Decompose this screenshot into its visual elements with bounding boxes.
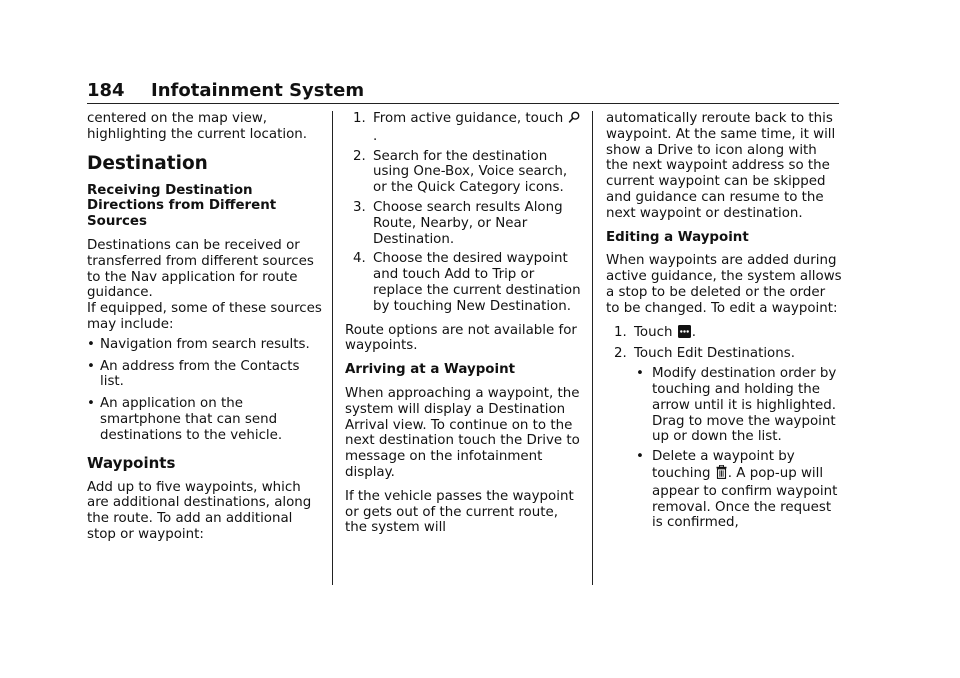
reroute-paragraph: automatically reroute back to this waypoint. At the same time, it will show a Drive to icon along with the next waypoint address so the current waypoint can be skipped and guidance can resume to the next waypoint or destination. <box>606 111 836 221</box>
list-item: • Navigation from search results. <box>87 337 323 353</box>
edit-options-list <box>634 366 842 531</box>
list-item: 3. Choose search results Along Route, Nearby, or Near Destination. <box>353 199 563 247</box>
search-icon <box>568 111 580 129</box>
header-rule <box>87 103 839 104</box>
column-1 <box>87 111 323 551</box>
route-options-paragraph: Route options are not available for waypoints. <box>345 322 577 354</box>
heading-arriving: Arriving at a Waypoint <box>345 362 516 378</box>
more-options-icon <box>678 325 691 343</box>
editing-paragraph: When waypoints are added during active guidance, the system allows a stop to be deleted or the order to be changed. To edit a waypoint: <box>606 253 842 316</box>
arriving-paragraph: When approaching a waypoint, the system will display a Destination Arrival view. To continue on to the next destination touch the Drive to message on the infotainment display. <box>345 385 580 480</box>
column-2 <box>345 111 583 544</box>
sources-list <box>87 337 323 444</box>
list-item: 1. From active guidance, touch . <box>345 111 583 145</box>
list-item: 2. Touch Edit Destinations. • Modify destination order by touching and holding the arrow until it is highlighted. Drag to move the waypoint up or down the list. • Delete a waypoint by touching . A pop-up will appear to confirm waypoint removal. Once the request is confirmed, <box>606 346 842 531</box>
heading-waypoints: Waypoints <box>87 453 176 472</box>
list-item: 2. Search for the destination using One-Box, Voice search, or the Quick Category icons. <box>353 148 568 196</box>
passes-paragraph: If the vehicle passes the waypoint or gets out of the current route, the system will <box>345 488 574 536</box>
waypoints-paragraph: Add up to five waypoints, which are additional destinations, along the route. To add an additional stop or waypoint: <box>87 479 312 542</box>
trash-icon <box>716 465 727 484</box>
edit-steps <box>606 325 842 532</box>
page-number: 184 <box>87 80 125 101</box>
list-item: 1. Touch . <box>606 325 842 343</box>
list-item: • An application on the smartphone that can send destinations to the vehicle. <box>87 396 323 443</box>
waypoint-steps <box>345 111 583 315</box>
list-item: 4. Choose the desired waypoint and touch Add to Trip or replace the current destination by touching New Destination. <box>353 251 581 314</box>
column-divider <box>332 111 333 585</box>
heading-editing: Editing a Waypoint <box>606 229 749 245</box>
list-item: • Delete a waypoint by touching . A pop-up will appear to confirm waypoint removal. Once the request is confirmed, <box>636 449 842 531</box>
page-header <box>87 80 839 102</box>
section-title: Infotainment System <box>151 80 365 101</box>
receiving-paragraph: Destinations can be received or transferred from different sources to the Nav application for route guidance. <box>87 237 314 301</box>
column-3 <box>606 111 842 539</box>
list-item: • Modify destination order by touching and holding the arrow until it is highlighted. Drag to move the waypoint up or down the list. <box>636 366 842 445</box>
heading-receiving-directions: Receiving Destination Directions from Different Sources <box>87 182 277 230</box>
heading-destination: Destination <box>87 152 208 174</box>
list-item: • An address from the Contacts list. <box>87 359 323 391</box>
intro-paragraph: centered on the map view, highlighting the current location. <box>87 111 308 142</box>
sources-paragraph: If equipped, some of these sources may include: <box>87 301 322 332</box>
column-divider <box>592 111 593 585</box>
